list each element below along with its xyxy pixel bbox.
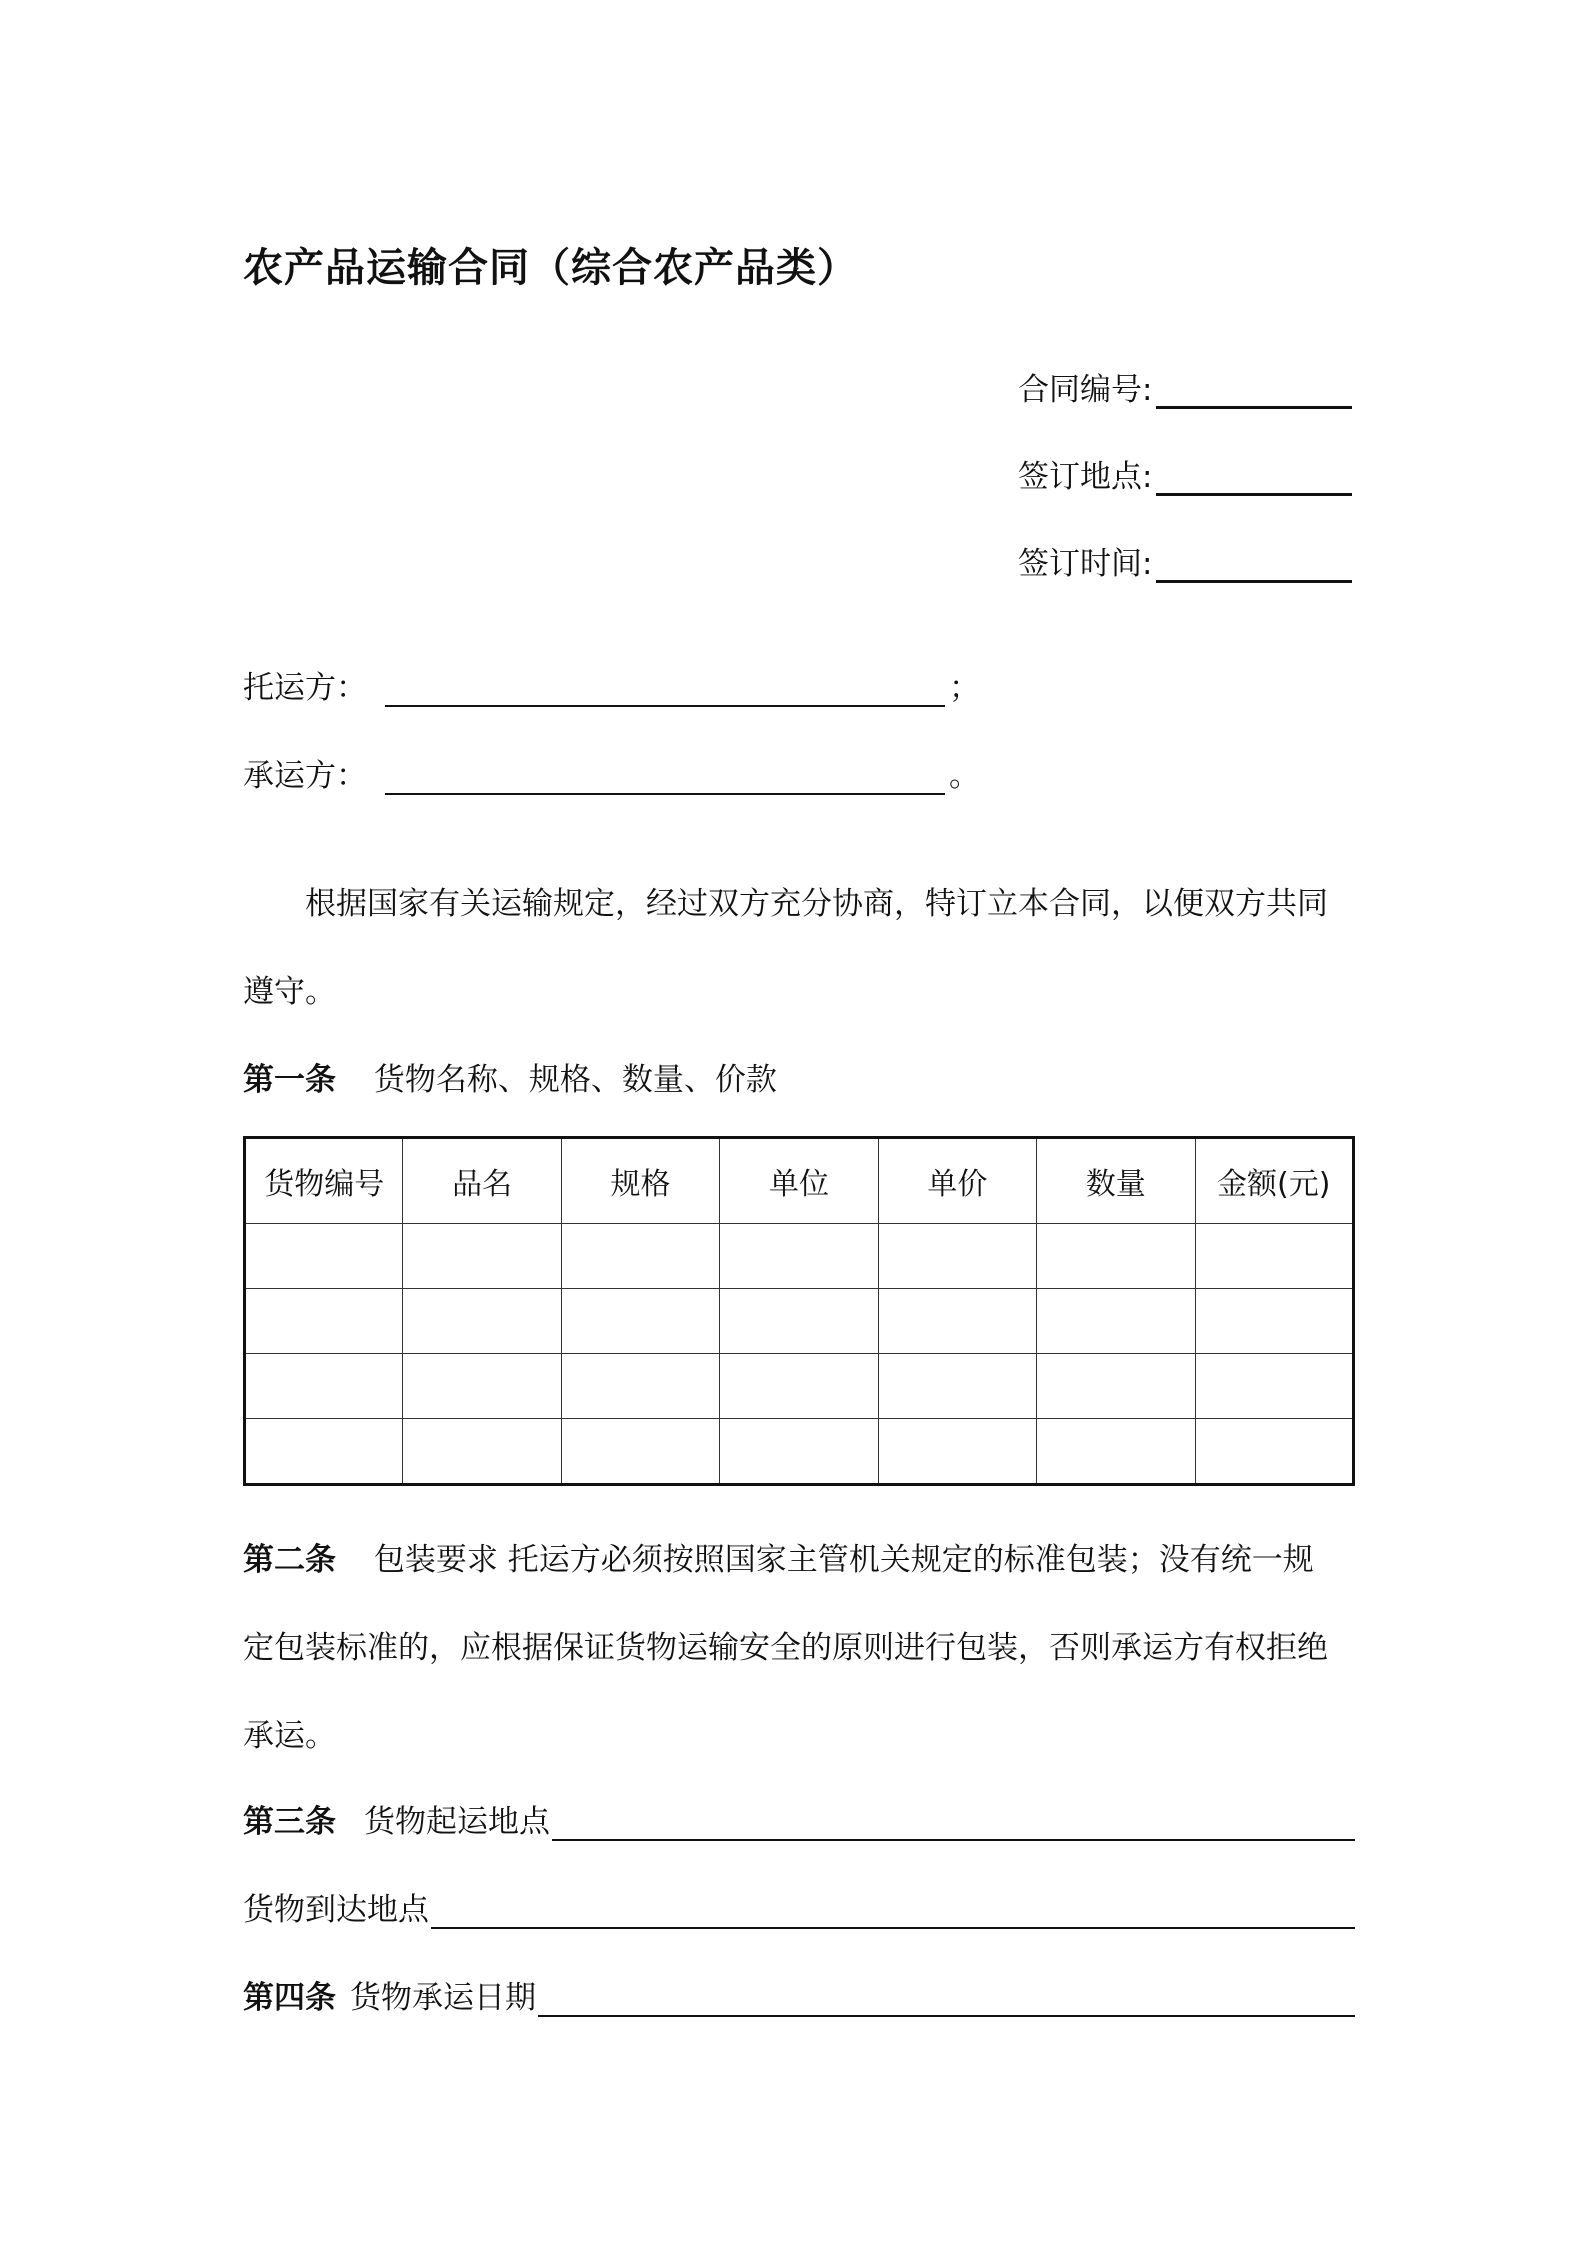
header-amount: 金额(元) bbox=[1195, 1138, 1353, 1224]
shipper-blank[interactable] bbox=[385, 675, 945, 707]
carrier-row bbox=[243, 750, 980, 795]
table-cell[interactable] bbox=[561, 1419, 719, 1485]
article-2-heading: 第二条 bbox=[243, 1542, 336, 1578]
sign-time-blank[interactable] bbox=[1156, 550, 1352, 583]
header-unit-price: 单价 bbox=[878, 1138, 1036, 1224]
contract-number-blank[interactable] bbox=[1156, 376, 1352, 409]
table-cell[interactable] bbox=[245, 1224, 403, 1289]
article-3-origin-row bbox=[243, 1796, 1355, 1841]
article-1 bbox=[243, 1054, 1355, 1099]
shipper-end: ； bbox=[949, 670, 980, 706]
table-cell[interactable] bbox=[403, 1419, 561, 1485]
header-unit: 单位 bbox=[720, 1138, 878, 1224]
destination-label: 货物到达地点 bbox=[243, 1892, 429, 1928]
table-row bbox=[245, 1289, 1354, 1354]
table-cell[interactable] bbox=[878, 1224, 1036, 1289]
table-row bbox=[245, 1224, 1354, 1289]
table-cell[interactable] bbox=[1195, 1224, 1353, 1289]
table-cell[interactable] bbox=[720, 1354, 878, 1419]
article-2-line-3: 承运。 bbox=[243, 1718, 336, 1754]
table-cell[interactable] bbox=[403, 1289, 561, 1354]
article-4-heading: 第四条 bbox=[243, 1980, 336, 2016]
header-specification: 规格 bbox=[561, 1138, 719, 1224]
table-cell[interactable] bbox=[1037, 1419, 1195, 1485]
table-cell[interactable] bbox=[245, 1354, 403, 1419]
article-4-text: 货物承运日期 bbox=[350, 1980, 536, 2016]
shipper-label: 托运方： bbox=[243, 670, 367, 706]
table-cell[interactable] bbox=[720, 1419, 878, 1485]
goods-table bbox=[243, 1136, 1355, 1486]
table-cell[interactable] bbox=[403, 1224, 561, 1289]
intro-line-1: 根据国家有关运输规定，经过双方充分协商，特订立本合同，以便双方共同 bbox=[305, 886, 1328, 922]
origin-label: 货物起运地点 bbox=[364, 1804, 550, 1840]
contract-number-row bbox=[1018, 364, 1352, 409]
carriage-date-blank[interactable] bbox=[538, 1985, 1355, 2017]
sign-place-label: 签订地点: bbox=[1018, 459, 1153, 495]
header-quantity: 数量 bbox=[1037, 1138, 1195, 1224]
sign-time-label: 签订时间: bbox=[1018, 546, 1153, 582]
table-cell[interactable] bbox=[403, 1354, 561, 1419]
article-1-text: 货物名称、规格、数量、价款 bbox=[373, 1062, 777, 1098]
table-cell[interactable] bbox=[1037, 1224, 1195, 1289]
table-cell[interactable] bbox=[245, 1419, 403, 1485]
destination-blank[interactable] bbox=[431, 1897, 1355, 1929]
carrier-end: 。 bbox=[949, 758, 980, 794]
table-cell[interactable] bbox=[245, 1289, 403, 1354]
sign-place-blank[interactable] bbox=[1156, 463, 1352, 496]
table-cell[interactable] bbox=[1195, 1289, 1353, 1354]
table-cell[interactable] bbox=[720, 1289, 878, 1354]
article-2-line-2: 定包装标准的，应根据保证货物运输安全的原则进行包装，否则承运方有权拒绝 bbox=[243, 1630, 1328, 1666]
goods-table-header bbox=[245, 1138, 1354, 1224]
article-3-heading: 第三条 bbox=[243, 1804, 336, 1840]
table-row bbox=[245, 1419, 1354, 1485]
contract-number-label: 合同编号: bbox=[1018, 372, 1153, 408]
intro-line-2: 遵守。 bbox=[243, 974, 336, 1010]
article-4-row bbox=[243, 1972, 1355, 2017]
table-cell[interactable] bbox=[561, 1354, 719, 1419]
table-cell[interactable] bbox=[878, 1419, 1036, 1485]
article-2-text-1: 包装要求 托运方必须按照国家主管机关规定的标准包装；没有统一规 bbox=[373, 1542, 1314, 1578]
table-cell[interactable] bbox=[1037, 1354, 1195, 1419]
sign-time-row bbox=[1018, 538, 1352, 583]
carrier-blank[interactable] bbox=[385, 763, 945, 795]
table-row bbox=[245, 1354, 1354, 1419]
header-product-name: 品名 bbox=[403, 1138, 561, 1224]
table-cell[interactable] bbox=[1037, 1289, 1195, 1354]
header-goods-number: 货物编号 bbox=[245, 1138, 403, 1224]
table-cell[interactable] bbox=[720, 1224, 878, 1289]
carrier-label: 承运方： bbox=[243, 758, 367, 794]
sign-place-row bbox=[1018, 451, 1352, 496]
table-cell[interactable] bbox=[878, 1289, 1036, 1354]
table-cell[interactable] bbox=[561, 1289, 719, 1354]
table-cell[interactable] bbox=[1195, 1419, 1353, 1485]
article-1-heading: 第一条 bbox=[243, 1062, 336, 1098]
origin-blank[interactable] bbox=[552, 1809, 1355, 1841]
article-3-destination-row bbox=[243, 1884, 1355, 1929]
table-cell[interactable] bbox=[1195, 1354, 1353, 1419]
table-cell[interactable] bbox=[878, 1354, 1036, 1419]
document-title: 农产品运输合同（综合农产品类） bbox=[243, 245, 858, 291]
shipper-row bbox=[243, 662, 980, 707]
article-2-line-1 bbox=[243, 1534, 1355, 1579]
table-cell[interactable] bbox=[561, 1224, 719, 1289]
